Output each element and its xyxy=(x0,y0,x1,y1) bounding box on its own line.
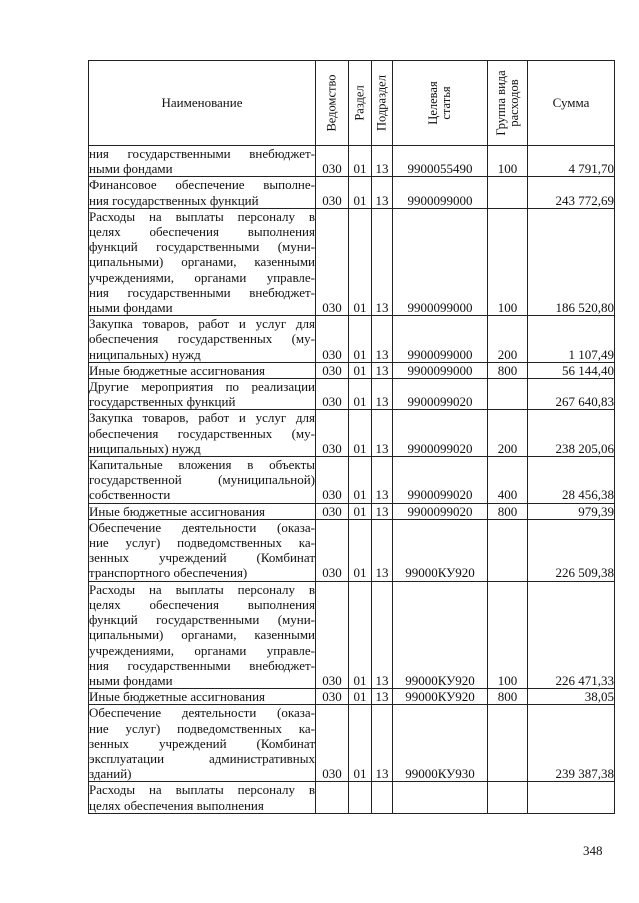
header-group-line2: расходов xyxy=(506,79,521,127)
header-target-line1: Целевая xyxy=(426,81,440,125)
row-subsection: 13 xyxy=(372,503,393,519)
row-department: 030 xyxy=(316,208,349,315)
row-name-line: ния государственными внебюджет- xyxy=(89,657,315,673)
row-target-article: 9900099000 xyxy=(393,316,488,363)
row-name xyxy=(89,146,316,177)
row-target-article: 9900099020 xyxy=(393,503,488,519)
row-name-line: ципальными) органами, казенными xyxy=(89,627,315,643)
row-subsection: 13 xyxy=(372,410,393,457)
row-name-line: учреждениями, органами управле- xyxy=(89,642,315,658)
row-sum: 243 772,69 xyxy=(528,177,615,208)
row-sum: 1 107,49 xyxy=(528,316,615,363)
row-sum: 979,39 xyxy=(528,503,615,519)
row-subsection: 13 xyxy=(372,457,393,504)
row-name-line: ния государственных функций xyxy=(89,192,259,208)
row-expense-group: 800 xyxy=(488,503,528,519)
row-target-article: 9900099000 xyxy=(393,208,488,315)
row-name-line: Обеспечение деятельности (оказа- xyxy=(89,705,315,721)
row-name-line: ципальными) органами, казенными xyxy=(89,254,315,270)
row-subsection: 13 xyxy=(372,177,393,208)
row-sum: 226 509,38 xyxy=(528,519,615,581)
row-sum: 226 471,33 xyxy=(528,581,615,688)
row-name-line: ниципальных) нужд xyxy=(89,440,201,456)
row-name-line: целях обеспечения выполнения xyxy=(89,797,264,813)
row-expense-group xyxy=(488,782,528,813)
row-name-line: Финансовое обеспечение выполне- xyxy=(89,177,315,193)
table-row xyxy=(89,689,615,705)
row-department: 030 xyxy=(316,503,349,519)
table-row xyxy=(89,146,615,177)
row-subsection: 13 xyxy=(372,208,393,315)
row-section: 01 xyxy=(349,503,372,519)
row-section: 01 xyxy=(349,379,372,410)
row-target-article: 9900055490 xyxy=(393,146,488,177)
row-department: 030 xyxy=(316,316,349,363)
row-name-line: Расходы на выплаты персоналу в xyxy=(89,581,315,597)
row-expense-group: 200 xyxy=(488,410,528,457)
row-department: 030 xyxy=(316,379,349,410)
row-name xyxy=(89,581,316,688)
budget-table xyxy=(88,60,615,814)
header-section: Раздел xyxy=(349,61,372,146)
row-sum: 186 520,80 xyxy=(528,208,615,315)
row-name-line: ние услуг) подведомственных ка- xyxy=(89,535,315,551)
row-name-line: государственных функций xyxy=(89,394,236,410)
row-name xyxy=(89,379,316,410)
header-target-line2: статья xyxy=(439,86,453,120)
row-target-article: 9900099020 xyxy=(393,457,488,504)
row-department xyxy=(316,782,349,813)
row-target-article: 99000КУ920 xyxy=(393,689,488,705)
row-expense-group: 800 xyxy=(488,689,528,705)
table-row xyxy=(89,316,615,363)
header-group-line1: Группа вида xyxy=(493,70,508,136)
row-name xyxy=(89,177,316,208)
row-name-line: зданий) xyxy=(89,766,132,782)
row-department: 030 xyxy=(316,362,349,378)
header-sum: Сумма xyxy=(528,61,615,146)
row-target-article xyxy=(393,782,488,813)
table-row xyxy=(89,379,615,410)
table-row xyxy=(89,519,615,581)
row-expense-group xyxy=(488,177,528,208)
row-target-article: 9900099020 xyxy=(393,379,488,410)
row-name-line: ния государственными внебюджет- xyxy=(89,284,315,300)
header-department: Ведомство xyxy=(316,61,349,146)
row-name-line: обеспечения государственных (му- xyxy=(89,331,315,347)
row-section: 01 xyxy=(349,208,372,315)
row-name-line: функций государственными (муни- xyxy=(89,239,315,255)
row-name-line: собственности xyxy=(89,487,171,503)
row-name-line: Иные бюджетные ассигнования xyxy=(89,503,266,519)
row-department: 030 xyxy=(316,581,349,688)
row-subsection: 13 xyxy=(372,581,393,688)
row-name-line: обеспечения государственных (му- xyxy=(89,425,315,441)
row-department: 030 xyxy=(316,146,349,177)
table-row xyxy=(89,581,615,688)
row-name-line: Закупка товаров, работ и услуг для xyxy=(89,410,315,426)
row-section: 01 xyxy=(349,177,372,208)
row-subsection: 13 xyxy=(372,689,393,705)
row-subsection: 13 xyxy=(372,519,393,581)
row-name-line: Иные бюджетные ассигнования xyxy=(89,362,266,378)
row-section: 01 xyxy=(349,457,372,504)
row-sum: 4 791,70 xyxy=(528,146,615,177)
row-section xyxy=(349,782,372,813)
row-name-line: Расходы на выплаты персоналу в xyxy=(89,782,315,798)
table-row xyxy=(89,410,615,457)
row-name-line: ния государственными внебюджет- xyxy=(89,146,315,161)
row-sum: 239 387,38 xyxy=(528,705,615,782)
row-name-line: Иные бюджетные ассигнования xyxy=(89,689,266,705)
row-section: 01 xyxy=(349,316,372,363)
row-name xyxy=(89,208,316,315)
row-expense-group: 100 xyxy=(488,146,528,177)
row-expense-group: 100 xyxy=(488,581,528,688)
row-department: 030 xyxy=(316,177,349,208)
row-subsection: 13 xyxy=(372,316,393,363)
row-name-line: государственной (муниципальной) xyxy=(89,472,315,488)
row-target-article: 9900099000 xyxy=(393,362,488,378)
row-department: 030 xyxy=(316,689,349,705)
header-name: Наименование xyxy=(89,61,316,146)
row-name-line: зенных учреждений (Комбинат xyxy=(89,550,315,566)
row-expense-group xyxy=(488,379,528,410)
row-expense-group xyxy=(488,705,528,782)
row-section: 01 xyxy=(349,362,372,378)
row-name xyxy=(89,316,316,363)
row-department: 030 xyxy=(316,410,349,457)
row-name-line: функций государственными (муни- xyxy=(89,612,315,628)
row-name-line: Расходы на выплаты персоналу в xyxy=(89,208,315,224)
row-section: 01 xyxy=(349,689,372,705)
row-sum: 28 456,38 xyxy=(528,457,615,504)
row-name-line: ние услуг) подведомственных ка- xyxy=(89,720,315,736)
row-subsection: 13 xyxy=(372,146,393,177)
row-section: 01 xyxy=(349,519,372,581)
row-sum: 38,05 xyxy=(528,689,615,705)
row-sum xyxy=(528,782,615,813)
row-name-line: Обеспечение деятельности (оказа- xyxy=(89,519,315,535)
row-name-line: учреждениями, органами управле- xyxy=(89,269,315,285)
row-expense-group xyxy=(488,519,528,581)
row-expense-group: 100 xyxy=(488,208,528,315)
row-target-article: 99000КУ930 xyxy=(393,705,488,782)
table-row xyxy=(89,177,615,208)
page-number: 348 xyxy=(583,843,603,858)
row-target-article: 9900099000 xyxy=(393,177,488,208)
row-name xyxy=(89,362,316,378)
row-name xyxy=(89,457,316,504)
row-section: 01 xyxy=(349,146,372,177)
table-row xyxy=(89,503,615,519)
row-section: 01 xyxy=(349,705,372,782)
row-expense-group: 800 xyxy=(488,362,528,378)
table-header xyxy=(89,61,615,146)
header-expense-group xyxy=(488,61,528,146)
row-name-line: ными фондами xyxy=(89,672,173,688)
row-section: 01 xyxy=(349,410,372,457)
row-name-line: Закупка товаров, работ и услуг для xyxy=(89,316,315,332)
row-expense-group: 200 xyxy=(488,316,528,363)
row-name xyxy=(89,689,316,705)
table-row xyxy=(89,782,615,813)
row-expense-group: 400 xyxy=(488,457,528,504)
table-row xyxy=(89,208,615,315)
row-subsection: 13 xyxy=(372,362,393,378)
row-name-line: ниципальных) нужд xyxy=(89,346,201,362)
row-name-line: ными фондами xyxy=(89,161,173,177)
row-subsection: 13 xyxy=(372,379,393,410)
row-name-line: эксплуатации административных xyxy=(89,750,315,766)
row-target-article: 9900099020 xyxy=(393,410,488,457)
row-sum: 238 205,06 xyxy=(528,410,615,457)
row-name-line: целях обеспечения выполнения xyxy=(89,224,315,240)
row-section: 01 xyxy=(349,581,372,688)
row-name xyxy=(89,782,316,813)
row-subsection xyxy=(372,782,393,813)
table-body xyxy=(89,146,615,814)
table-row xyxy=(89,362,615,378)
row-name-line: транспортного обеспечения) xyxy=(89,565,248,581)
row-name xyxy=(89,519,316,581)
row-name-line: Другие мероприятия по реализации xyxy=(89,379,315,395)
row-name-line: целях обеспечения выполнения xyxy=(89,596,315,612)
row-sum: 267 640,83 xyxy=(528,379,615,410)
row-target-article: 99000КУ920 xyxy=(393,519,488,581)
row-name-line: Капитальные вложения в объекты xyxy=(89,457,315,473)
row-name xyxy=(89,503,316,519)
row-name xyxy=(89,410,316,457)
row-target-article: 99000КУ920 xyxy=(393,581,488,688)
row-name-line: зенных учреждений (Комбинат xyxy=(89,735,315,751)
table-row xyxy=(89,705,615,782)
row-department: 030 xyxy=(316,457,349,504)
header-subsection: Подраздел xyxy=(372,61,393,146)
header-target-article xyxy=(393,61,488,146)
row-name-line: ными фондами xyxy=(89,300,173,316)
row-department: 030 xyxy=(316,705,349,782)
row-department: 030 xyxy=(316,519,349,581)
table-row xyxy=(89,457,615,504)
row-sum: 56 144,40 xyxy=(528,362,615,378)
row-name xyxy=(89,705,316,782)
row-subsection: 13 xyxy=(372,705,393,782)
